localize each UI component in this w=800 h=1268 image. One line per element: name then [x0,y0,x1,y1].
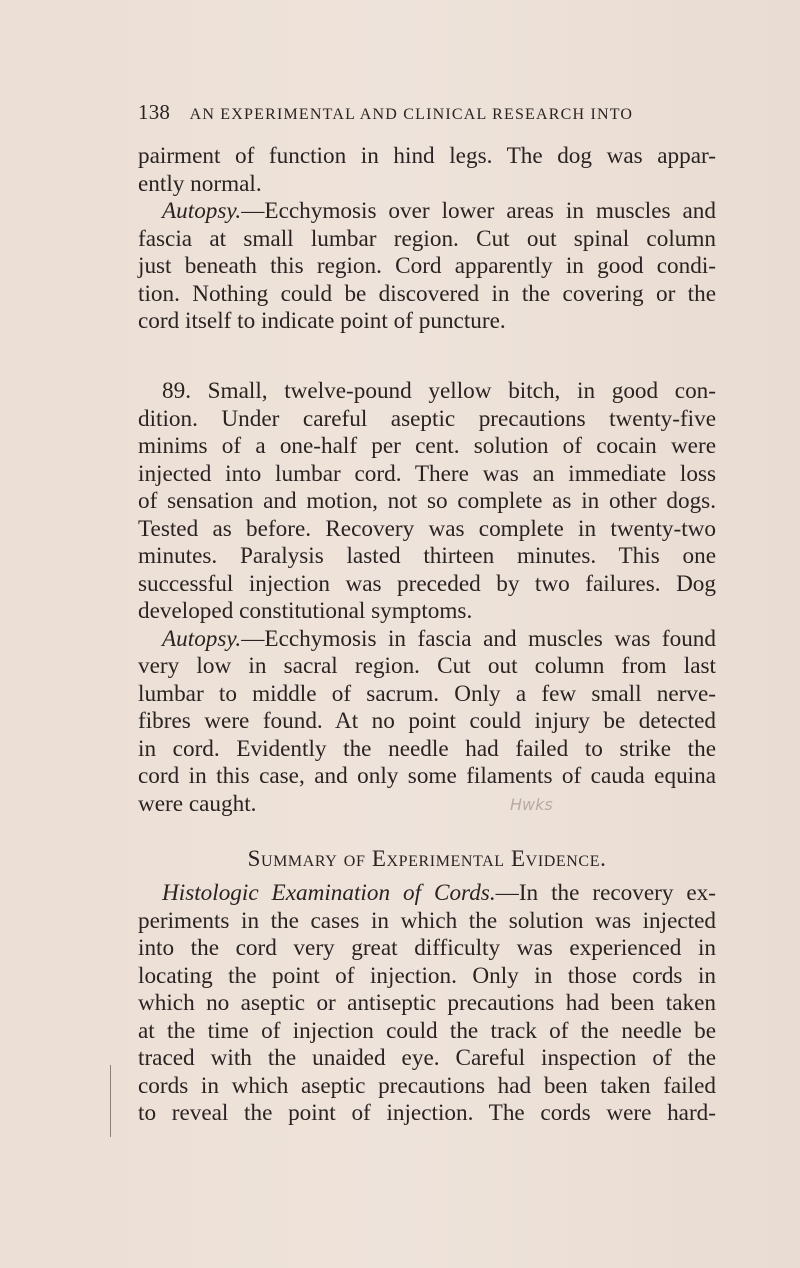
margin-pencil-line [110,1065,111,1137]
autopsy-label: Autopsy. [162,198,242,224]
text-line: traced with the unaided eye. Careful inspection of the [138,1045,716,1071]
text-line: locating the point of injection. Only in those cords in [138,962,716,989]
text-line: to reveal the point of injection. The cords were hard- [138,1100,716,1126]
autopsy-paragraph-first-line [138,626,716,654]
text-line: fascia at small lumbar region. Cut out spinal column [138,225,716,252]
text-line: 89. Small, twelve-pound yellow bitch, in good con- [162,378,716,404]
autopsy-label: Autopsy. [162,625,242,652]
text-line: periments in the cases in which the solution was injected [138,907,716,934]
text-fragment: —Ecchymosis in fascia and muscles was found [241,625,716,652]
histologic-label: Histologic Examination of Cords. [162,880,496,906]
page-number: 138 [138,100,171,124]
text-line: of sensation and motion, not so complete as in other dogs. [138,488,716,514]
text-line: developed constitutional symptoms. [138,598,473,624]
autopsy-paragraph-first-line [138,198,716,226]
text-line: very low in sacral region. Cut out column from last [138,653,716,679]
text-line: into the cord very great difficulty was experienced in [138,935,716,961]
text-line: cords in which aseptic precautions had been taken failed [138,1072,716,1099]
text-line: cord in this case, and only some filaments of cauda equina [138,763,716,789]
text-line: in cord. Evidently the needle had failed to strike the [138,735,716,762]
histologic-first-line [138,880,716,908]
histologic-paragraph [138,880,716,1128]
text-fragment: —Ecchymosis over lower areas in muscles and [241,198,716,224]
running-title: AN EXPERIMENTAL AND CLINICAL RESEARCH INTO [189,106,634,123]
text-line: were caught. [138,790,257,817]
text-line: at the time of injection could the track of the needle be [138,1017,716,1044]
text-line: successful injection was preceded by two failures. Dog [138,570,716,597]
text-line: ently normal. [138,170,262,197]
text-line: injected into lumbar cord. There was an immediate loss [138,460,716,487]
text-line: tion. Nothing could be discovered in the covering or the [138,280,716,307]
section-heading: Summary of Experimental Evidence. [247,846,607,871]
text-line: lumbar to middle of sacrum. Only a few small nerve- [138,680,716,707]
paragraph-continuation [138,143,716,336]
text-line: minims of a one-half per cent. solution of cocain were [138,433,716,459]
text-line: pairment of function in hind legs. The dog was appar- [138,143,716,169]
text-line: just beneath this region. Cord apparently in good condi- [138,253,716,279]
text-line: fibres were found. At no point could injury be detected [138,708,716,734]
text-fragment: —In the recovery ex- [495,880,716,906]
running-header [138,100,718,125]
text-line: cord itself to indicate point of puncture. [138,308,506,334]
text-line: minutes. Paralysis lasted thirteen minutes. This one [138,543,716,569]
text-line: Tested as before. Recovery was complete in twenty-two [138,515,716,542]
text-line: which no aseptic or antiseptic precautions had been taken [138,990,716,1016]
pencil-annotation: Hwks [510,795,553,814]
case-89-paragraph [138,378,716,818]
text-line: dition. Under careful aseptic precautions twenty-five [138,405,716,432]
